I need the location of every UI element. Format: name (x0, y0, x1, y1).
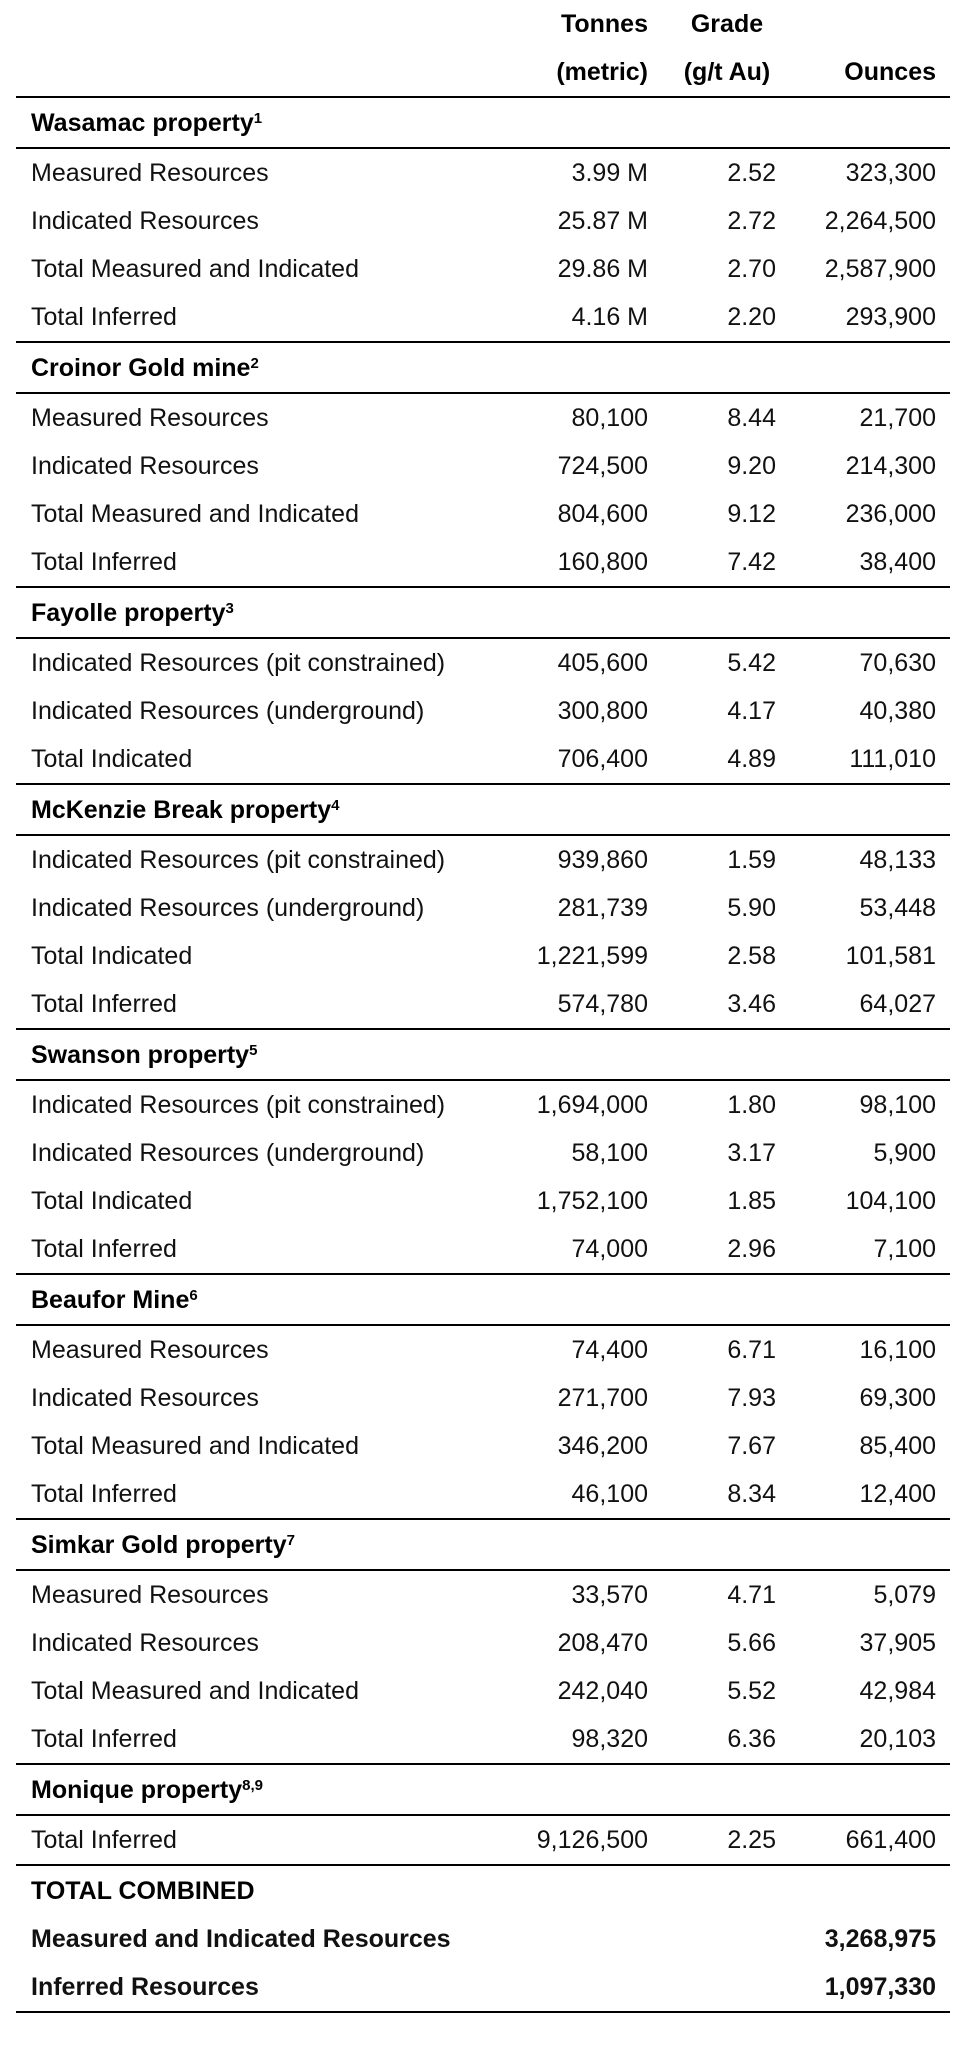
tonnes-cell: 33,570 (571, 1581, 648, 1609)
total-label: Inferred Resources (16, 1963, 516, 2012)
ounces-cell: 7,100 (873, 1235, 936, 1263)
table-header (16, 0, 950, 97)
table-row (16, 1470, 950, 1519)
grade-cell: 8.34 (727, 1480, 776, 1508)
grade-cell: 4.17 (727, 697, 776, 725)
grade-cell: 5.90 (727, 894, 776, 922)
tonnes-cell: 300,800 (557, 697, 648, 725)
grade-cell: 8.44 (727, 404, 776, 432)
header-grade-unit: (g/t Au) (662, 48, 792, 97)
mineral-resources-table (16, 0, 950, 2013)
footnote-marker: 5 (249, 1041, 258, 1059)
ounces-cell: 40,380 (859, 697, 936, 725)
ounces-cell: 53,448 (859, 894, 936, 922)
header-tonnes-unit: (metric) (516, 48, 662, 97)
ounces-cell: 20,103 (859, 1725, 936, 1753)
header-blank-ounces (792, 0, 950, 48)
tonnes-cell: 939,860 (557, 846, 648, 874)
section-title: Croinor Gold mine (31, 353, 251, 382)
row-label: Indicated Resources (underground) (31, 894, 425, 922)
row-label: Total Indicated (31, 745, 193, 773)
row-label: Indicated Resources (31, 1629, 259, 1657)
section-heading (16, 1519, 950, 1570)
table-body (16, 97, 950, 2012)
tonnes-cell: 1,752,100 (536, 1187, 648, 1215)
table-row (16, 1715, 950, 1764)
total-label: Measured and Indicated Resources (31, 1925, 451, 1953)
row-label: Total Measured and Indicated (31, 255, 359, 283)
section-heading (16, 1764, 950, 1815)
table-row (16, 1422, 950, 1470)
table-row (16, 442, 950, 490)
ounces-cell: 214,300 (845, 452, 936, 480)
header-blank-2 (16, 48, 516, 97)
ounces-cell: 293,900 (845, 303, 936, 331)
table-row (16, 1177, 950, 1225)
ounces-cell: 5,900 (873, 1139, 936, 1167)
table-row (16, 687, 950, 735)
tonnes-cell: 208,470 (557, 1629, 648, 1657)
table-row (16, 148, 950, 197)
row-label: Measured Resources (31, 404, 269, 432)
table-row (16, 1667, 950, 1715)
table-row (16, 932, 950, 980)
table-row (16, 884, 950, 932)
tonnes-cell: 3.99 M (571, 159, 648, 187)
section-heading (16, 1274, 950, 1325)
grade-cell: 2.25 (727, 1826, 776, 1854)
ounces-cell: 236,000 (845, 500, 936, 528)
table-row (16, 538, 950, 587)
table-row (16, 638, 950, 687)
grade-cell: 5.42 (727, 649, 776, 677)
total-row (16, 1963, 950, 2012)
table-row (16, 245, 950, 293)
tonnes-cell: 271,700 (557, 1384, 648, 1412)
total-tonnes-blank (516, 1915, 662, 1963)
row-label: Total Measured and Indicated (31, 1432, 359, 1460)
grade-cell: 7.42 (727, 548, 776, 576)
total-tonnes-blank (516, 1963, 662, 2012)
table-row (16, 1129, 950, 1177)
section-title: McKenzie Break property (31, 795, 332, 824)
total-combined-row (16, 1865, 950, 1915)
row-label: Total Inferred (31, 548, 177, 576)
row-label: Indicated Resources (pit constrained) (31, 846, 446, 874)
table-row (16, 1325, 950, 1374)
table-row (16, 835, 950, 884)
section-heading-row (16, 342, 950, 393)
footnote-marker: 1 (253, 109, 263, 127)
section-heading-row (16, 1274, 950, 1325)
footnote-marker: 3 (225, 599, 234, 617)
row-label: Indicated Resources (underground) (31, 697, 425, 725)
table-row (16, 1225, 950, 1274)
grade-cell: 9.12 (727, 500, 776, 528)
total-ounces: 3,268,975 (824, 1925, 936, 1953)
row-label: Total Inferred (31, 303, 177, 331)
section-title: Swanson property (31, 1040, 250, 1069)
ounces-cell: 98,100 (859, 1091, 936, 1119)
table-row (16, 1080, 950, 1129)
tonnes-cell: 58,100 (571, 1139, 648, 1167)
tonnes-cell: 804,600 (557, 500, 648, 528)
table-row (16, 1374, 950, 1422)
header-blank (16, 0, 516, 48)
ounces-cell: 38,400 (859, 548, 936, 576)
ounces-cell: 111,010 (849, 745, 936, 773)
table-row (16, 1815, 950, 1865)
section-title: Simkar Gold property (31, 1530, 287, 1559)
row-label: Total Inferred (31, 1235, 177, 1263)
section-heading (16, 342, 950, 393)
tonnes-cell: 80,100 (571, 404, 648, 432)
footnote-marker: 7 (286, 1531, 295, 1549)
grade-cell: 4.71 (727, 1581, 776, 1609)
grade-cell: 3.17 (727, 1139, 776, 1167)
grade-cell: 1.80 (727, 1091, 776, 1119)
table-row (16, 197, 950, 245)
header-ounces: Ounces (792, 48, 950, 97)
header-row-1 (16, 0, 950, 48)
row-label: Measured Resources (31, 159, 269, 187)
total-grade-blank (662, 1915, 792, 1963)
row-label: Indicated Resources (31, 1384, 259, 1412)
tonnes-cell: 242,040 (557, 1677, 648, 1705)
ounces-cell: 104,100 (845, 1187, 936, 1215)
ounces-cell: 2,264,500 (824, 207, 936, 235)
tonnes-cell: 1,221,599 (536, 942, 648, 970)
section-heading-row (16, 587, 950, 638)
grade-cell: 1.59 (727, 846, 776, 874)
grade-cell: 2.96 (727, 1235, 776, 1263)
tonnes-cell: 4.16 M (571, 303, 648, 331)
tonnes-cell: 405,600 (557, 649, 648, 677)
row-label: Indicated Resources (pit constrained) (31, 649, 446, 677)
tonnes-cell: 160,800 (557, 548, 648, 576)
table-row (16, 1570, 950, 1619)
section-title: Wasamac property (31, 108, 254, 137)
ounces-cell: 2,587,900 (824, 255, 936, 283)
grade-cell: 6.36 (727, 1725, 776, 1753)
ounces-cell: 48,133 (859, 846, 936, 874)
table-row (16, 980, 950, 1029)
row-label: Total Indicated (31, 1187, 193, 1215)
grade-cell: 1.85 (727, 1187, 776, 1215)
row-label: Total Inferred (31, 1826, 177, 1854)
footnote-marker: 8,9 (242, 1776, 263, 1794)
ounces-cell: 64,027 (859, 990, 936, 1018)
tonnes-cell: 74,000 (571, 1235, 648, 1263)
grade-cell: 4.89 (727, 745, 776, 773)
row-label: Indicated Resources (pit constrained) (31, 1091, 446, 1119)
grade-cell: 9.20 (727, 452, 776, 480)
ounces-cell: 37,905 (859, 1629, 936, 1657)
row-label: Total Measured and Indicated (31, 1677, 359, 1705)
ounces-cell: 12,400 (859, 1480, 936, 1508)
ounces-cell: 70,630 (859, 649, 936, 677)
grade-cell: 2.58 (727, 942, 776, 970)
grade-cell: 7.67 (727, 1432, 776, 1460)
tonnes-cell: 706,400 (557, 745, 648, 773)
row-label: Total Measured and Indicated (31, 500, 359, 528)
tonnes-cell: 74,400 (571, 1336, 648, 1364)
grade-cell: 6.71 (727, 1336, 776, 1364)
ounces-cell: 5,079 (873, 1581, 936, 1609)
ounces-cell: 69,300 (859, 1384, 936, 1412)
section-heading-row (16, 784, 950, 835)
tonnes-cell: 29.86 M (557, 255, 648, 283)
ounces-cell: 42,984 (859, 1677, 936, 1705)
tonnes-cell: 9,126,500 (536, 1826, 648, 1854)
footnote-marker: 4 (331, 796, 340, 814)
total-combined-title: TOTAL COMBINED (16, 1865, 950, 1915)
total-grade-blank (662, 1963, 792, 2012)
tonnes-cell: 346,200 (557, 1432, 648, 1460)
section-heading-row (16, 1764, 950, 1815)
table-row (16, 1619, 950, 1667)
grade-cell: 2.52 (727, 159, 776, 187)
section-heading-row (16, 1519, 950, 1570)
table-row (16, 293, 950, 342)
footnote-marker: 2 (250, 354, 259, 372)
ounces-cell: 85,400 (859, 1432, 936, 1460)
row-label: Measured Resources (31, 1336, 269, 1364)
total-ounces: 1,097,330 (792, 1963, 950, 2012)
ounces-cell: 101,581 (845, 942, 936, 970)
ounces-cell: 21,700 (859, 404, 936, 432)
section-heading (16, 784, 950, 835)
ounces-cell: 323,300 (845, 159, 936, 187)
total-row (16, 1915, 950, 1963)
section-heading (16, 1029, 950, 1080)
ounces-cell: 661,400 (845, 1826, 936, 1854)
row-label: Total Inferred (31, 1725, 177, 1753)
grade-cell: 7.93 (727, 1384, 776, 1412)
section-heading (16, 97, 950, 148)
header-row-2 (16, 48, 950, 97)
row-label: Measured Resources (31, 1581, 269, 1609)
section-heading-row (16, 1029, 950, 1080)
section-heading (16, 587, 950, 638)
section-title: Fayolle property (31, 598, 226, 627)
tonnes-cell: 281,739 (557, 894, 648, 922)
table-row (16, 490, 950, 538)
row-label: Indicated Resources (underground) (31, 1139, 425, 1167)
section-title: Beaufor Mine (31, 1285, 190, 1314)
header-tonnes: Tonnes (560, 10, 648, 38)
row-label: Indicated Resources (31, 452, 259, 480)
grade-cell: 5.52 (727, 1677, 776, 1705)
section-title: Monique property (31, 1775, 243, 1804)
table-row (16, 735, 950, 784)
ounces-cell: 16,100 (859, 1336, 936, 1364)
grade-cell: 2.72 (727, 207, 776, 235)
tonnes-cell: 98,320 (571, 1725, 648, 1753)
row-label: Total Inferred (31, 1480, 177, 1508)
tonnes-cell: 1,694,000 (536, 1091, 648, 1119)
tonnes-cell: 724,500 (557, 452, 648, 480)
row-label: Indicated Resources (31, 207, 259, 235)
tonnes-cell: 574,780 (557, 990, 648, 1018)
grade-cell: 2.20 (727, 303, 776, 331)
tonnes-cell: 25.87 M (557, 207, 648, 235)
header-grade: Grade (690, 10, 764, 38)
table-row (16, 393, 950, 442)
grade-cell: 3.46 (727, 990, 776, 1018)
tonnes-cell: 46,100 (571, 1480, 648, 1508)
section-heading-row (16, 97, 950, 148)
row-label: Total Indicated (31, 942, 193, 970)
grade-cell: 2.70 (727, 255, 776, 283)
row-label: Total Inferred (31, 990, 177, 1018)
grade-cell: 5.66 (727, 1629, 776, 1657)
footnote-marker: 6 (189, 1286, 198, 1304)
